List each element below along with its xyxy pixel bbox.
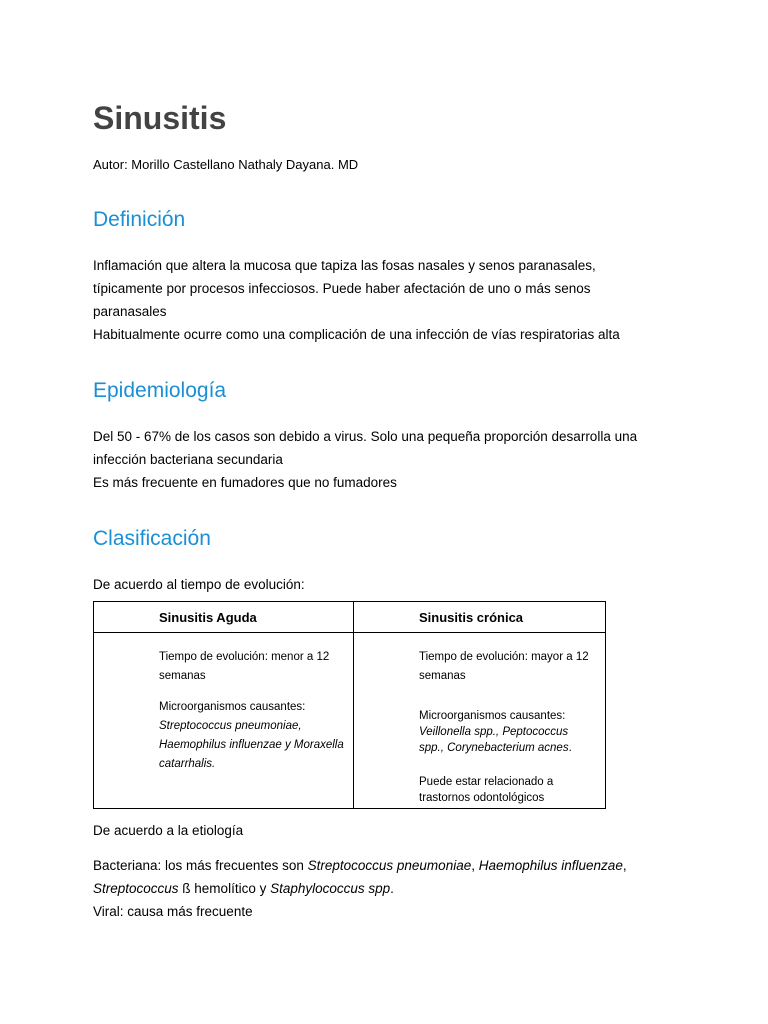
epidemiologia-paragraph bbox=[93, 425, 673, 494]
section-heading-definicion: Definición bbox=[93, 208, 186, 231]
bacteriana-line bbox=[93, 877, 673, 900]
etiologia-paragraph bbox=[93, 854, 673, 923]
etiologia-intro: De acuerdo a la etiología bbox=[93, 823, 244, 838]
bacteriana-italic: Haemophilus influenzae bbox=[478, 858, 623, 873]
cronica-micro-period: . bbox=[568, 742, 572, 754]
cronica-tiempo-line: Tiempo de evolución: mayor a 12 bbox=[419, 651, 589, 663]
aguda-micro-italic: catarrhalis. bbox=[159, 758, 216, 770]
cronica-micro-italic: spp., Corynebacterium acnes bbox=[419, 742, 569, 754]
author-line: Autor: Morillo Castellano Nathaly Dayana. MD bbox=[93, 157, 359, 172]
table-cell-aguda bbox=[94, 633, 354, 809]
bacteriana-text: Bacteriana: los más frecuentes son bbox=[93, 858, 308, 873]
header-label-cronica: Sinusitis crónica bbox=[419, 609, 524, 625]
definicion-line: típicamente por procesos infecciosos. Puede haber afectación de uno o más senos bbox=[93, 281, 591, 296]
epidemiologia-line: infección bacteriana secundaria bbox=[93, 452, 283, 467]
aguda-micro-label: Microorganismos causantes: bbox=[159, 701, 306, 713]
bacteriana-line bbox=[93, 854, 673, 877]
definicion-line: paranasales bbox=[93, 304, 167, 319]
aguda-tiempo-line: semanas bbox=[159, 670, 206, 682]
document-title: Sinusitis bbox=[93, 100, 227, 136]
aguda-micro-line bbox=[159, 755, 347, 774]
bacteriana-italic: Streptococcus pneumoniae bbox=[307, 858, 472, 873]
bacteriana-text: , bbox=[471, 858, 479, 873]
cronica-micro-label: Microorganismos causantes: bbox=[419, 710, 566, 722]
table-header-row bbox=[94, 602, 606, 633]
table-row bbox=[94, 633, 606, 809]
definicion-line: Habitualmente ocurre como una complicación de una infección de vías respiratorias alta bbox=[93, 327, 620, 342]
bacteriana-text: ß hemolítico y bbox=[178, 881, 271, 896]
bacteriana-italic: Streptococcus bbox=[93, 881, 179, 896]
definicion-line: Inflamación que altera la mucosa que tapiza las fosas nasales y senos paranasales, bbox=[93, 258, 596, 273]
section-heading-clasificacion: Clasificación bbox=[93, 527, 211, 550]
aguda-tiempo-line: Tiempo de evolución: menor a 12 bbox=[159, 651, 330, 663]
definicion-paragraph bbox=[93, 254, 673, 346]
bacteriana-text: , bbox=[622, 858, 627, 873]
epidemiologia-line: Es más frecuente en fumadores que no fumadores bbox=[93, 475, 397, 490]
cronica-micro-line bbox=[419, 724, 599, 740]
cronica-micro-line bbox=[419, 740, 599, 756]
cronica-micro-italic: Veillonella spp., Peptococcus bbox=[419, 726, 569, 738]
table-header-cronica bbox=[354, 602, 606, 633]
table-cell-cronica bbox=[354, 633, 606, 809]
aguda-micro-line bbox=[159, 717, 347, 736]
clasificacion-intro: De acuerdo al tiempo de evolución: bbox=[93, 577, 305, 592]
table-header-aguda bbox=[94, 602, 354, 633]
aguda-micro-italic: Streptococcus pneumoniae, bbox=[159, 720, 302, 732]
viral-line: Viral: causa más frecuente bbox=[93, 904, 253, 919]
cronica-extra-line: Puede estar relacionado a bbox=[419, 776, 554, 788]
aguda-micro-line bbox=[159, 736, 347, 755]
classification-table bbox=[93, 601, 606, 809]
section-heading-epidemiologia: Epidemiología bbox=[93, 379, 227, 402]
aguda-micro-italic: Haemophilus influenzae y Moraxella bbox=[159, 739, 344, 751]
cronica-extra-line: trastornos odontológicos bbox=[419, 792, 545, 804]
bacteriana-italic: Staphylococcus spp bbox=[270, 881, 391, 896]
bacteriana-text: . bbox=[390, 881, 394, 896]
epidemiologia-line: Del 50 - 67% de los casos son debido a virus. Solo una pequeña proporción desarrolla una bbox=[93, 429, 638, 444]
header-label-aguda: Sinusitis Aguda bbox=[159, 609, 257, 625]
cronica-tiempo-line: semanas bbox=[419, 670, 466, 682]
